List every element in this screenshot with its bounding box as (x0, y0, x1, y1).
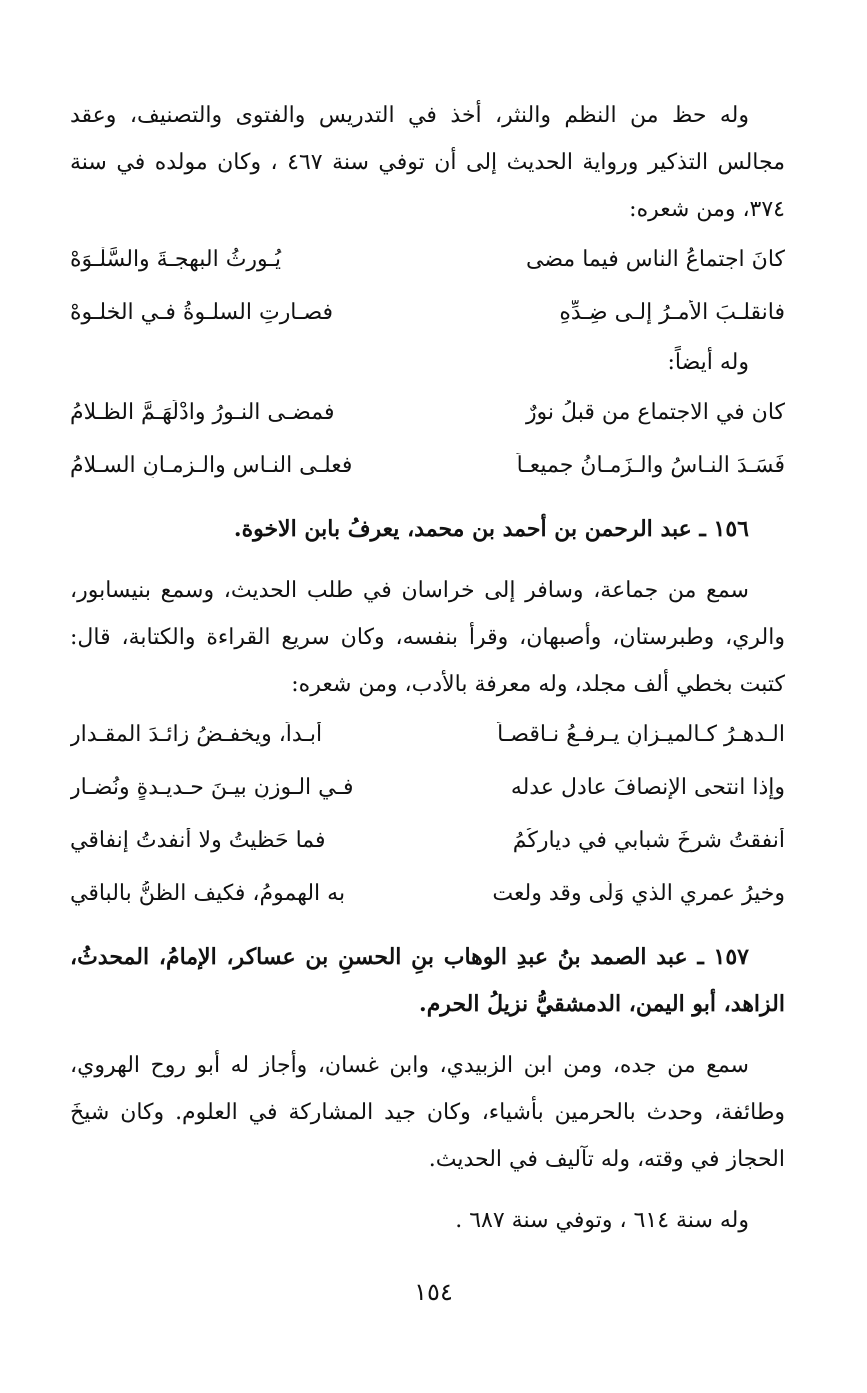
entry-heading: ١٥٦ ـ عبد الرحمن بن أحمد بن محمد، يعرفُ بابن الاخوة. (233, 516, 749, 542)
page-body (70, 92, 785, 1244)
poem (70, 386, 785, 492)
paragraph: سمع من جماعة، وسافر إلى خراسان في طلب الحديث، وسمع بنيسابور، والري، وطبرستان، وأصبهان، وقرأ بنفسه، وكان سريع القراءة والكتابة، قال: كتبت بخطي ألف مجلد، وله معرفة بالأدب، ومن شعره: (70, 578, 785, 697)
verse-second-hemistich: فصـارتِ السلـوةُ فـي الخلـوهْ (70, 300, 334, 325)
verse-first-hemistich: وإذا انتحى الإنصافَ عادل عدله (510, 775, 785, 800)
verse-first-hemistich: كانَ اجتماعُ الناس فيما مضى (526, 247, 785, 272)
verse-second-hemistich: به الهمومُ، فكيف الظنُّ بالباقي (70, 881, 346, 906)
verse-second-hemistich: فما حَظيتُ ولا أنفدتُ إنفاقي (70, 828, 326, 853)
verse-first-hemistich: وخيرُ عمري الذي وَلّى وقد ولعت (492, 881, 785, 906)
verse-line (70, 286, 785, 339)
poem (70, 708, 785, 920)
page-number: ١٥٤ (414, 1278, 453, 1306)
entry-heading: ١٥٧ ـ عبد الصمد بنُ عبدِ الوهاب بنِ الحسنِ بن عساكر، الإمامُ، المحدثُ، الزاهد، أبو اليمن، الدمشقيُّ نزيلُ الحرم. (70, 944, 785, 1017)
verse-second-hemistich: فعلـى النـاسِ والـزمـانِ السـلامُ (70, 453, 353, 478)
verse-second-hemistich: أبـداً، ويخفـضُ زائـدَ المقـدارِ (70, 722, 323, 747)
verse-line (70, 867, 785, 920)
verse-first-hemistich: فَسَـدَ النـاسُ والـزَمـانُ جميعـاً (516, 453, 785, 478)
verse-first-hemistich: فانقلـبَ الأمـرُ إلـى ضِـدِّهِ (559, 300, 785, 325)
verse-line (70, 233, 785, 286)
paragraph: وله أيضاً: (667, 350, 749, 375)
paragraph: وله سنة ٦١٤ ، وتوفي سنة ٦٨٧ . (455, 1208, 749, 1233)
paragraph: سمع من جده، ومن ابن الزبيدي، وابن غسان، وأجاز له أبو روح الهروي، وطائفة، وحدث بالحرمين بأشياء، وكان جيد المشاركة في العلوم. وكان شيخَ الحجاز في وقته، وله تآليف في الحديث. (70, 1053, 785, 1172)
verse-line (70, 814, 785, 867)
verse-line (70, 708, 785, 761)
poem (70, 233, 785, 339)
verse-first-hemistich: كان في الاجتماع من قبلُ نورٌ (525, 400, 785, 425)
verse-line (70, 439, 785, 492)
verse-second-hemistich: فمضـى النـورُ وادْلَهَـمَّ الظـلامُ (70, 400, 335, 425)
verse-first-hemistich: الـدهـرُ كـالميـزانِ يـرفـعُ نـاقصـاً (497, 722, 785, 747)
verse-second-hemistich: يُـورِثُ البهجـةَ والسَّلْـوَهْ (70, 247, 281, 272)
verse-first-hemistich: أنفقتُ شرخَ شبابي في ديارِكُمُ (512, 828, 785, 853)
paragraph: وله حظ من النظم والنثر، أخذ في التدريس والفتوى والتصنيف، وعقد مجالس التذكير ورواية الحديث إلى أن توفي سنة ٤٦٧ ، وكان مولده في سنة ٣٧٤، ومن شعره: (70, 103, 785, 222)
verse-second-hemistich: فـي الـوزنِ بيـنَ حـديـدةٍ ونُضـار (70, 775, 354, 800)
verse-line (70, 386, 785, 439)
verse-line (70, 761, 785, 814)
